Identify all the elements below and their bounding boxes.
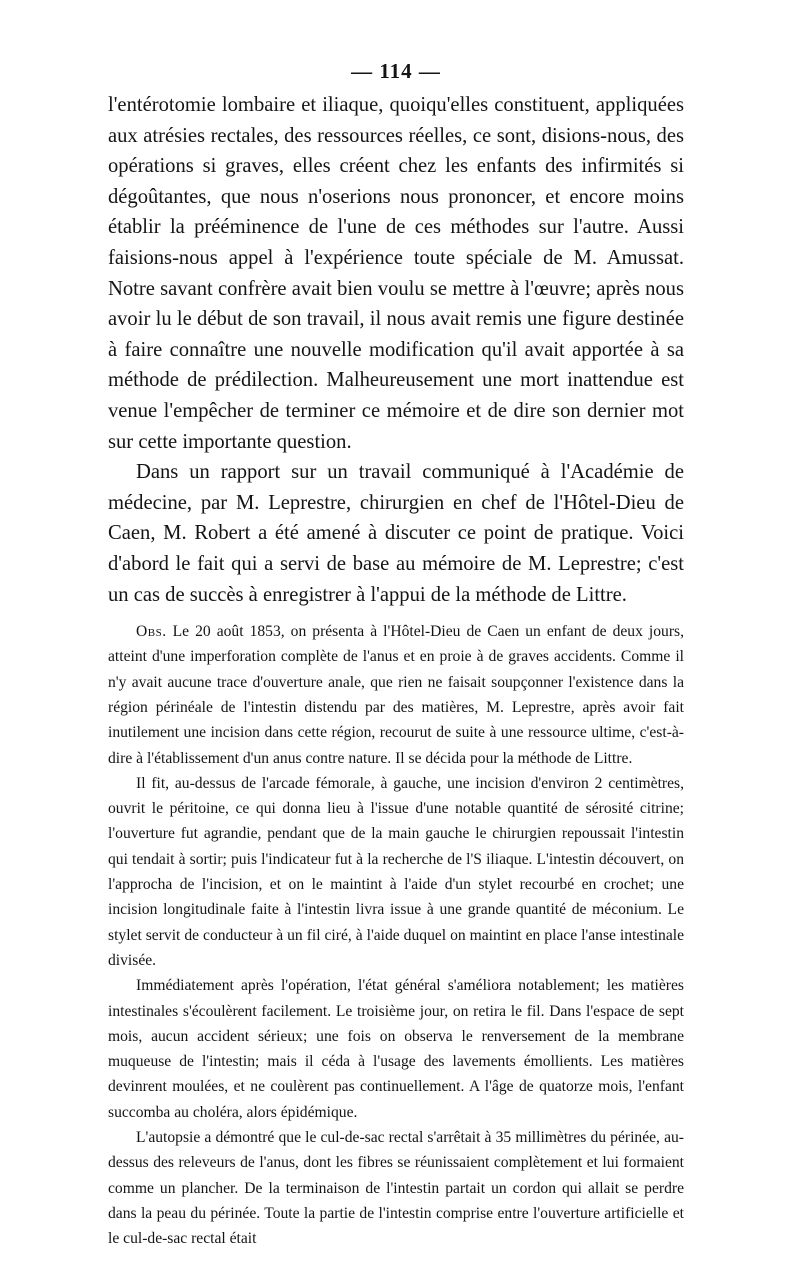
- observation-paragraph-1: [108, 619, 684, 771]
- observation-text-1: Le 20 août 1853, on présenta à l'Hôtel-Dieu de Caen un enfant de deux jours, atteint d'une imperforation complète de l'anus et en proie à de graves accidents. Comme il n'y avait aucune trace d'ouverture anale, que rien ne faisait soupçonner l'existence dans la région périnéale de l'intestin distendu par des matières, M. Leprestre, après avoir fait inutilement une incision dans cette région, recourut de suite à une ressource ultime, c'est-à-dire à l'établissement d'un anus contre nature. Il se décida pour la méthode de Littre.: [108, 623, 684, 767]
- observation-paragraph-4: L'autopsie a démontré que le cul-de-sac rectal s'arrêtait à 35 millimètres du périnée, au-dessus des releveurs de l'anus, dont les fibres se réunissaient complètement et lui formaient comme un plancher. De la terminaison de l'intestin partait un cordon qui allait se perdre dans la peau du périnée. Toute la partie de l'intestin comprise entre l'ouverture artificielle et le cul-de-sac rectal était: [108, 1129, 684, 1248]
- main-paragraph-1: l'entérotomie lombaire et iliaque, quoiqu'elles constituent, appliquées aux atrésies rectales, des ressources réelles, ce sont, disions-nous, des opérations si graves, elles créent chez les enfants des infirmités si dégoûtantes, que nous n'oserions nous prononcer, et encore moins établir la prééminence de l'une de ces méthodes sur l'autre. Aussi faisions-nous appel à l'expérience toute spéciale de M. Amussat. Notre savant confrère avait bien voulu se mettre à l'œuvre; après nous avoir lu le début de son travail, il nous avait remis une figure destinée à faire connaître une nouvelle modification qu'il avait apportée à sa méthode de prédilection. Malheureusement une mort inattendue est venue l'empêcher de terminer ce mémoire et de dire son dernier mot sur cette importante question.: [108, 94, 684, 453]
- book-page: [108, 58, 684, 1252]
- page-number: — 114 —: [351, 59, 441, 83]
- main-paragraph-2: Dans un rapport sur un travail communiqué à l'Académie de médecine, par M. Leprestre, chirurgien en chef de l'Hôtel-Dieu de Caen, M. Robert a été amené à discuter ce point de pratique. Voici d'abord le fait qui a servi de base au mémoire de M. Leprestre; c'est un cas de succès à enregistrer à l'appui de la méthode de Littre.: [108, 461, 684, 606]
- observation-block: [108, 619, 684, 1251]
- main-text: [108, 90, 684, 610]
- observation-paragraph-3: Immédiatement après l'opération, l'état général s'améliora notablement; les matières intestinales s'écoulèrent facilement. Le troisième jour, on retira le fil. Dans l'espace de sept mois, aucun accident sérieux; une fois on observa le renversement de la membrane muqueuse de l'intestin; mais il céda à l'usage des lavements émollients. Les matières devinrent moulées, et ne coulèrent pas continuellement. A l'âge de quatorze mois, l'enfant succomba au choléra, alors épidémique.: [108, 977, 684, 1121]
- observation-label: Obs.: [136, 623, 167, 641]
- observation-paragraph-2: Il fit, au-dessus de l'arcade fémorale, à gauche, une incision d'environ 2 centimètres, ouvrit le péritoine, ce qui donna lieu à l'issue d'une notable quantité de sérosité citrine; l'ouverture fut agrandie, pendant que de la main gauche le chirurgien repoussait l'intestin qui tendait à sortir; puis l'indicateur fut à la recherche de l'S iliaque. L'intestin découvert, on l'approcha de l'incision, et on le maintint à l'aide d'un stylet recourbé en crochet; une incision longitudinale faite à l'intestin livra issue à une grande quantité de méconium. Le stylet servit de conducteur à un fil ciré, à l'aide duquel on maintint en place l'anse intestinale divisée.: [108, 774, 684, 969]
